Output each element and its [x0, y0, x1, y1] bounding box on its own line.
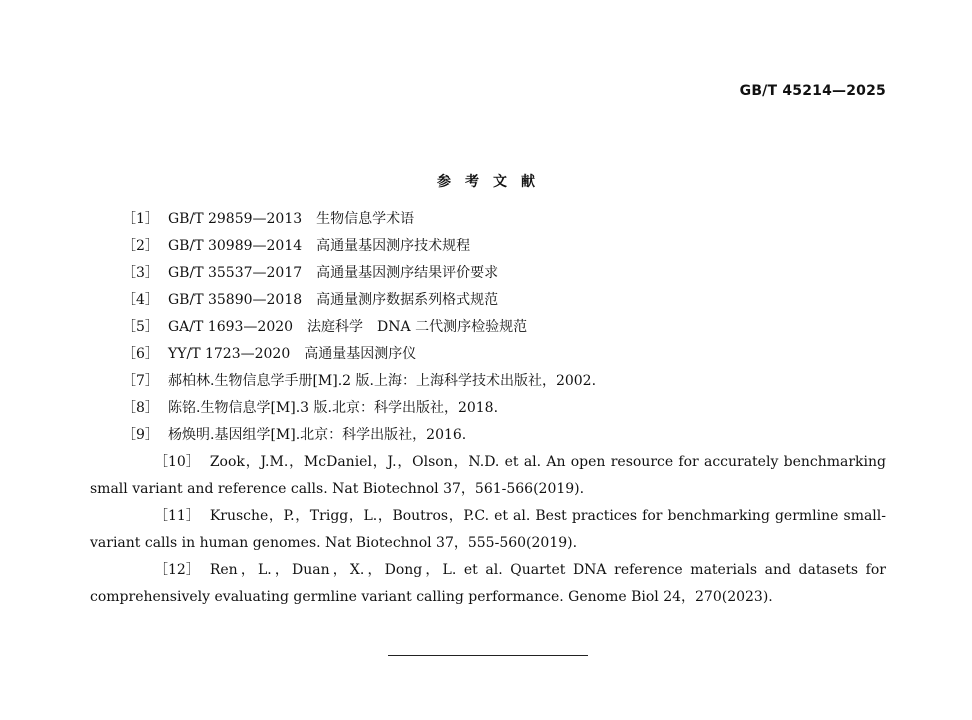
reference-number: ［7］ — [122, 373, 159, 389]
reference-text: GB/T 30989—2014 高通量基因测序技术规程 — [168, 238, 471, 254]
reference-text: GB/T 35537—2017 高通量基因测序结果评价要求 — [168, 265, 499, 281]
reference-item — [90, 449, 886, 503]
reference-item — [90, 422, 886, 449]
reference-text: 杨焕明.基因组学[M].北京：科学出版社，2016. — [168, 427, 467, 443]
reference-item — [90, 368, 886, 395]
reference-number: ［1］ — [122, 211, 159, 227]
reference-text: 陈铭.生物信息学[M].3 版.北京：科学出版社，2018. — [168, 400, 499, 416]
reference-text: Krusche，P.，Trigg，L.，Boutros，P.C. et al. Best practices for benchmarking germline small-variant calls in human genomes. Nat Biotechnol 37，555-560(2019). — [90, 508, 886, 551]
reference-number: ［6］ — [122, 346, 159, 362]
reference-number: ［10］ — [154, 454, 200, 470]
reference-text: GB/T 29859—2013 生物信息学术语 — [168, 211, 415, 227]
reference-number: ［3］ — [122, 265, 159, 281]
reference-number: ［8］ — [122, 400, 159, 416]
reference-number: ［9］ — [122, 427, 159, 443]
standard-code: GB/T 45214—2025 — [739, 83, 886, 99]
reference-number: ［11］ — [154, 508, 200, 524]
reference-text: 郝柏林.生物信息学手册[M].2 版.上海：上海科学技术出版社，2002. — [168, 373, 597, 389]
reference-text: YY/T 1723—2020 高通量基因测序仪 — [168, 346, 417, 362]
reference-number: ［12］ — [154, 562, 200, 578]
end-rule — [388, 655, 588, 656]
reference-number: ［2］ — [122, 238, 159, 254]
reference-item — [90, 233, 886, 260]
reference-item — [90, 287, 886, 314]
reference-item — [90, 260, 886, 287]
reference-text: GB/T 35890—2018 高通量测序数据系列格式规范 — [168, 292, 499, 308]
reference-item — [90, 503, 886, 557]
reference-number: ［4］ — [122, 292, 159, 308]
reference-text: GA/T 1693—2020 法庭科学 DNA 二代测序检验规范 — [168, 319, 528, 335]
reference-item — [90, 557, 886, 611]
reference-item — [90, 314, 886, 341]
reference-item — [90, 206, 886, 233]
section-title: 参考文献 — [437, 174, 549, 190]
reference-text: Ren，L.，Duan，X.，Dong，L. et al. Quartet DNA reference materials and datasets for comprehensively evaluating germline variant calling performance. Genome Biol 24，270(2023). — [90, 562, 886, 605]
reference-item — [90, 341, 886, 368]
reference-number: ［5］ — [122, 319, 159, 335]
reference-text: Zook，J.M.，McDaniel，J.，Olson，N.D. et al. An open resource for accurately benchmarking small variant and reference calls. Nat Biotechnol 37，561-566(2019). — [90, 454, 886, 497]
reference-list — [90, 206, 886, 611]
reference-item — [90, 395, 886, 422]
